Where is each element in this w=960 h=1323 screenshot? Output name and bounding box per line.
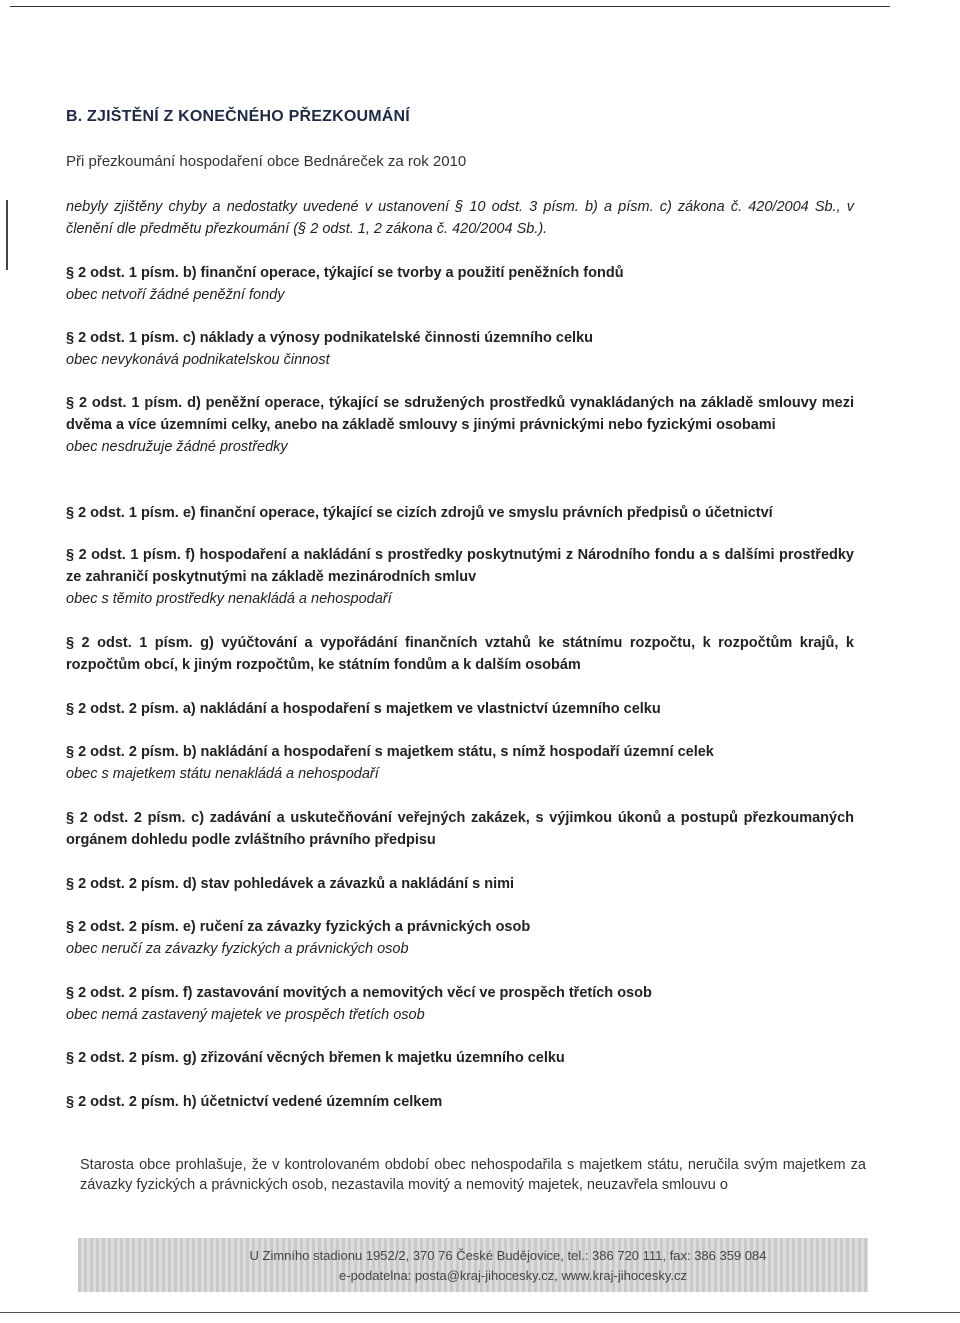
section-title: § 2 odst. 2 písm. f) zastavování movitých a nemovitých věcí ve prospěch třetích osob — [66, 985, 652, 1001]
section-note: obec nesdružuje žádné prostředky — [66, 439, 288, 455]
footer-contact: e-podatelna: posta@kraj-jihocesky.cz, www.kraj-jihocesky.cz — [339, 1268, 687, 1283]
section-d-2 — [66, 873, 854, 895]
lead-text: nebyly zjištěny chyby a nedostatky uvedené v ustanovení § 10 odst. 3 písm. b) a písm. c) zákona č. 420/2004 Sb., v členění dle předmětu přezkoumání (§ 2 odst. 1, 2 zákona č. 420/2004 Sb.). — [66, 199, 854, 237]
section-f-1 — [66, 544, 854, 610]
section-note: obec netvoří žádné peněžní fondy — [66, 287, 285, 303]
section-h-2 — [66, 1091, 854, 1113]
section-e-2 — [66, 916, 854, 960]
section-note: obec nevykonává podnikatelskou činnost — [66, 352, 330, 368]
footer-address: U Zimního stadionu 1952/2, 370 76 České Budějovice, tel.: 386 720 111, fax: 386 359 084 — [249, 1248, 767, 1263]
lead-statement — [66, 196, 854, 240]
section-b-1 — [66, 262, 854, 306]
section-title: § 2 odst. 2 písm. c) zadávání a uskutečňování veřejných zakázek, s výjimkou úkonů a postupů přezkoumaných orgánem dohledu podle zvláštního právního předpisu — [66, 810, 854, 848]
section-c-1 — [66, 327, 854, 371]
section-title: § 2 odst. 2 písm. e) ručení za závazky fyzických a právnických osob — [66, 919, 531, 935]
section-title: § 2 odst. 1 písm. f) hospodaření a nakládání s prostředky poskytnutými z Národního fondu a s dalšími prostředky ze zahraničí poskytnutými na základě mezinárodních smluv — [66, 547, 854, 585]
section-title: § 2 odst. 2 písm. b) nakládání a hospodaření s majetkem státu, s nímž hospodaří územní celek — [66, 744, 714, 760]
bottom-rule — [0, 1312, 960, 1313]
section-title: § 2 odst. 2 písm. g) zřizování věcných břemen k majetku územního celku — [66, 1050, 565, 1066]
section-title: § 2 odst. 2 písm. d) stav pohledávek a závazků a nakládání s nimi — [66, 876, 515, 892]
section-g-1 — [66, 632, 854, 676]
section-title: § 2 odst. 1 písm. d) peněžní operace, týkající se sdružených prostředků vynakládaných na základě smlouvy mezi dvěma a více územními celky, anebo na základě smlouvy s jinými právnickými nebo fyzickými osobami — [66, 395, 854, 433]
section-d-1 — [66, 392, 854, 458]
mayor-statement: Starosta obce prohlašuje, že v kontrolovaném období obec nehospodařila s majetkem státu, neručila svým majetkem za závazky fyzických a právnických osob, nezastavila movitý a nemovitý majetek, neuzavřela smlouvu o — [80, 1157, 866, 1193]
section-note: obec nemá zastavený majetek ve prospěch třetích osob — [66, 1007, 425, 1023]
section-e-1 — [66, 502, 854, 524]
intro-text: Při přezkoumání hospodaření obce Bednáreček za rok 2010 — [66, 153, 467, 170]
section-title: § 2 odst. 2 písm. h) účetnictví vedené územním celkem — [66, 1094, 443, 1110]
section-heading: B. ZJIŠTĚNÍ Z KONEČNÉHO PŘEZKOUMÁNÍ — [66, 108, 410, 125]
top-rule — [10, 6, 890, 7]
margin-mark — [6, 200, 8, 270]
section-note: obec s těmito prostředky nenakládá a nehospodaří — [66, 591, 392, 607]
section-g-2 — [66, 1047, 854, 1069]
section-title: § 2 odst. 1 písm. g) vyúčtování a vypořádání finančních vztahů ke státnímu rozpočtu, k rozpočtům krajů, k rozpočtům obcí, k jiným rozpočtům, ke státním fondům a k dalším osobám — [66, 635, 854, 673]
section-b-2 — [66, 741, 854, 785]
footer-band — [78, 1238, 868, 1292]
section-c-2 — [66, 807, 854, 851]
section-title: § 2 odst. 1 písm. c) náklady a výnosy podnikatelské činnosti územního celku — [66, 330, 593, 346]
section-title: § 2 odst. 1 písm. e) finanční operace, týkající se cizích zdrojů ve smyslu právních předpisů o účetnictví — [66, 505, 773, 521]
section-f-2 — [66, 982, 854, 1026]
section-title: § 2 odst. 2 písm. a) nakládání a hospodaření s majetkem ve vlastnictví územního celku — [66, 701, 661, 717]
section-a-2 — [66, 698, 854, 720]
section-title: § 2 odst. 1 písm. b) finanční operace, týkající se tvorby a použití peněžních fondů — [66, 265, 624, 281]
section-note: obec s majetkem státu nenakládá a nehospodaří — [66, 766, 379, 782]
section-note: obec neručí za závazky fyzických a právnických osob — [66, 941, 409, 957]
